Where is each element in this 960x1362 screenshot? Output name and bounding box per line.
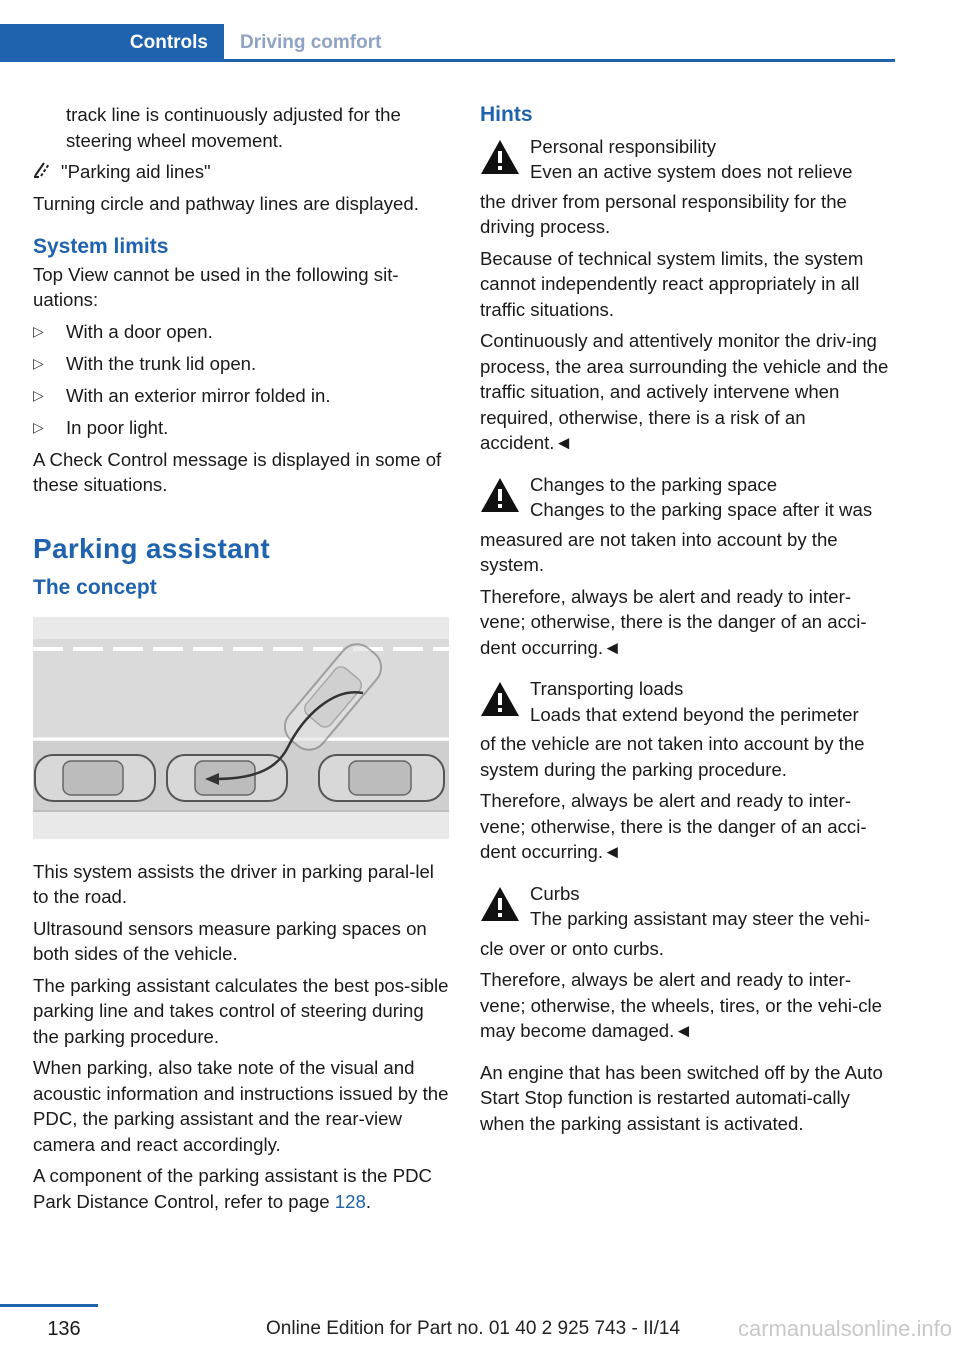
hint-lead: The parking assistant may steer the vehi‐ [530,908,871,929]
edition-text: Online Edition for Part no. 01 40 2 925 743 - II/14 [266,1318,681,1339]
hint-body: measured are not taken into account by the system. [480,528,838,575]
hint-extra: Because of technical system limits, the system cannot independently react appropriately in all traffic situations. [480,247,864,320]
hint-extra: Therefore, always be alert and ready to inter‐vene; otherwise, there is the danger of an acci‐dent occurring.◄ [480,585,867,658]
concept-heading: The concept [33,576,157,599]
intro-continued: track line is continuously adjusted for the steering wheel movement. [66,104,401,151]
hint-extra: Continuously and attentively monitor the driv‐ing process, the area surrounding the vehicle and the traffic situation, and actively intervene when required, otherwise, there is a risk of an accident.◄ [480,330,889,453]
warning-icon [480,476,520,521]
hint-lead: Changes to the parking space after it was [530,499,873,520]
parking-lines-icon [33,159,51,185]
page-number: 136 [47,1318,81,1340]
hint-lead: Even an active system does not relieve [530,161,853,182]
concept-para-1: This system assists the driver in parking paral‐lel to the road. [33,860,434,907]
triangle-bullet-icon: ▷ [33,386,44,403]
parked-car-left [35,755,155,801]
concept-para-2: Ultrasound sensors measure parking spaces on both sides of the vehicle. [33,917,427,964]
list-item: ▷ With an exterior mirror folded in. [33,383,449,409]
warning-icon [480,138,520,183]
parking-diagram [33,617,449,839]
hint-lead: Loads that extend beyond the perimeter [530,703,859,725]
left-column [33,102,449,1220]
concept-para-4: When parking, also take note of the visual and acoustic information and instructions issued by the PDC, the parking assistant and the rear‐view camera and react accordingly. [33,1057,449,1155]
page-header [0,24,895,62]
hints-heading: Hints [480,103,533,126]
hint-personal-responsibility [480,134,896,456]
page-link[interactable]: 128 [334,1190,366,1212]
triangle-bullet-icon: ▷ [33,418,44,435]
concept-para-5: A component of the parking assistant is the PDC Park Distance Control, refer to page 128. [33,1165,432,1212]
hint-parking-space-changes [480,472,896,661]
hint-title: Changes to the parking space [530,473,778,495]
warning-icon [480,680,520,725]
system-limits-heading: System limits [33,235,169,258]
list-item: ▷ With the trunk lid open. [33,351,449,377]
warning-icon [480,885,520,930]
hint-extra: Therefore, always be alert and ready to inter‐vene; otherwise, the wheels, tires, or the vehi‐cle may become damaged.◄ [480,969,883,1041]
watermark: carmanualsonline.info [737,1316,952,1341]
hint-curbs [480,881,896,1044]
check-control-note: A Check Control message is displayed in some of these situations. [33,448,442,495]
section-heading: Parking assistant [33,532,270,564]
list-item: ▷ In poor light. [33,415,449,441]
triangle-bullet-icon: ▷ [33,322,44,339]
parking-aid-label: "Parking aid lines" [61,161,211,182]
hint-extra: Therefore, always be alert and ready to inter‐vene; otherwise, there is the danger of an acci‐dent occurring.◄ [480,790,867,862]
header-subsection: Driving comfort [240,32,382,53]
parking-aid-desc: Turning circle and pathway lines are displayed. [33,192,419,214]
hint-title: Transporting loads [530,678,684,699]
hint-body: cle over or onto curbs. [480,937,664,959]
hint-body: of the vehicle are not taken into account by the system during the parking procedure. [480,733,865,780]
concept-para-3: The parking assistant calculates the best pos‐sible parking line and takes control of steering during the parking procedure. [33,974,449,1047]
parking-illustration [33,617,449,839]
parked-car-right [319,755,444,801]
limits-list [33,319,449,441]
parking-aid-line [33,159,449,185]
system-limits-intro: Top View cannot be used in the following sit‐uations: [33,263,399,310]
triangle-bullet-icon: ▷ [33,354,44,371]
right-column [480,102,896,1142]
hint-title: Personal responsibility [530,135,717,157]
header-section: Controls [129,32,208,53]
footer-rule [0,1304,98,1307]
hint-title: Curbs [530,882,580,904]
closing-paragraph: An engine that has been switched off by the Auto Start Stop function is restarted automati‐cally when the parking assistant is activated. [480,1061,883,1134]
list-item: ▷ With a door open. [33,319,449,345]
hint-body: the driver from personal responsibility for the driving process. [480,190,847,237]
hint-transporting-loads [480,676,896,865]
